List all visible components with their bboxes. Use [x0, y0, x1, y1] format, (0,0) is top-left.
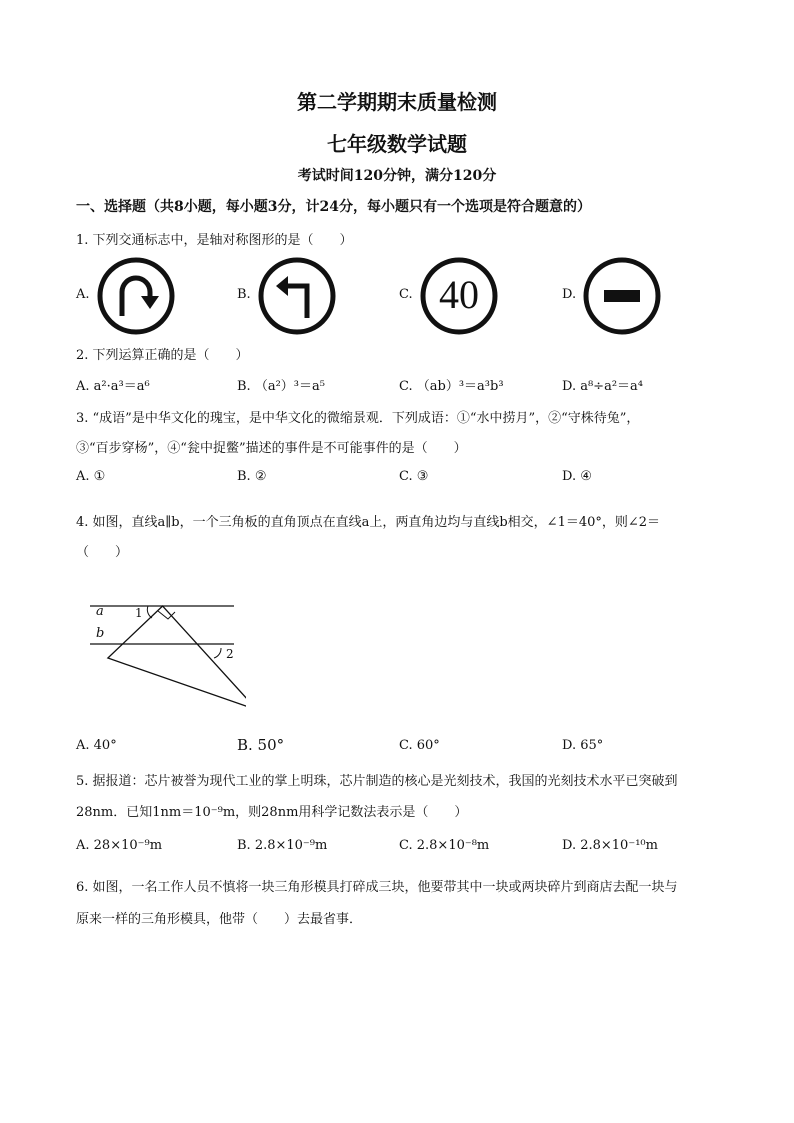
angle-2-label: 2	[226, 647, 234, 661]
question-4-stem-line1: 4. 如图，直线a∥b，一个三角板的直角顶点在直线a上，两直角边均与直线b相交，∠1＝40°，则∠2＝	[76, 515, 661, 530]
exam-title: 第二学期期末质量检测	[297, 90, 497, 114]
q5-option-d: D. 2.8×10⁻¹⁰m	[562, 838, 658, 853]
question-6-stem-line1: 6. 如图，一名工作人员不慎将一块三角形模具打碎成三块，他要带其中一块或两块碎片到商店去配一块与	[76, 880, 678, 895]
angle-1-label: 1	[135, 606, 143, 620]
question-4-stem-line2: （ ）	[76, 545, 129, 560]
q5-option-c: C. 2.8×10⁻⁸m	[399, 838, 490, 853]
q2-option-b: B. （a²）³＝a⁵	[237, 379, 325, 394]
q4-figure	[86, 598, 246, 716]
line-b-label: b	[96, 626, 105, 641]
q4-option-b: B. 50°	[237, 736, 285, 754]
exam-info: 考试时间120分钟，满分120分	[297, 168, 497, 184]
question-5-stem-line2: 28nm．已知1nm＝10⁻⁹m，则28nm用科学记数法表示是（ ）	[76, 805, 468, 820]
u-turn-sign-icon	[96, 256, 176, 336]
q3-option-c: C. ③	[399, 469, 429, 484]
question-6-stem-line2: 原来一样的三角形模具，他带（ ）去最省事．	[76, 912, 363, 927]
q2-option-c: C. （ab）³＝a³b³	[399, 379, 504, 394]
q4-option-a: A. 40°	[76, 738, 117, 753]
q5-option-b: B. 2.8×10⁻⁹m	[237, 838, 328, 853]
line-a-label: a	[96, 604, 104, 619]
question-3-stem-line2: ③“百步穿杨”，④“瓮中捉鳖”描述的事件是不可能事件的是（ ）	[76, 441, 467, 456]
speed-limit-value: 40	[439, 272, 479, 317]
q2-option-a: A. a²·a³＝a⁶	[76, 379, 150, 394]
q2-option-d: D. a⁸÷a²＝a⁴	[562, 379, 644, 394]
no-entry-sign-icon	[582, 256, 662, 336]
q3-option-d: D. ④	[562, 469, 592, 484]
q4-option-d: D. 65°	[562, 738, 604, 753]
q4-option-c: C. 60°	[399, 738, 440, 753]
exam-subtitle: 七年级数学试题	[327, 132, 467, 156]
question-5-stem-line1: 5. 据报道：芯片被誉为现代工业的掌上明珠，芯片制造的核心是光刻技术，我国的光刻技术水平已突破到	[76, 774, 678, 789]
speed-limit-sign-icon	[419, 256, 499, 336]
section-heading: 一、选择题（共8小题，每小题3分，计24分，每小题只有一个选项是符合题意的）	[76, 199, 591, 215]
question-1-stem: 1. 下列交通标志中，是轴对称图形的是（ ）	[76, 233, 353, 248]
q1-option-c-label: C.	[399, 287, 413, 302]
q1-option-b-label: B.	[237, 287, 251, 302]
q3-option-b: B. ②	[237, 469, 267, 484]
q1-option-d-label: D.	[562, 287, 577, 302]
left-turn-sign-icon	[257, 256, 337, 336]
q1-option-a-label: A.	[76, 287, 90, 302]
question-3-stem-line1: 3. “成语”是中华文化的瑰宝，是中华文化的微缩景观．下列成语：①“水中捞月”，②“守株待兔”，	[76, 411, 640, 426]
question-2-stem: 2. 下列运算正确的是（ ）	[76, 348, 249, 363]
q3-option-a: A. ①	[76, 469, 106, 484]
q5-option-a: A. 28×10⁻⁹m	[76, 838, 163, 853]
